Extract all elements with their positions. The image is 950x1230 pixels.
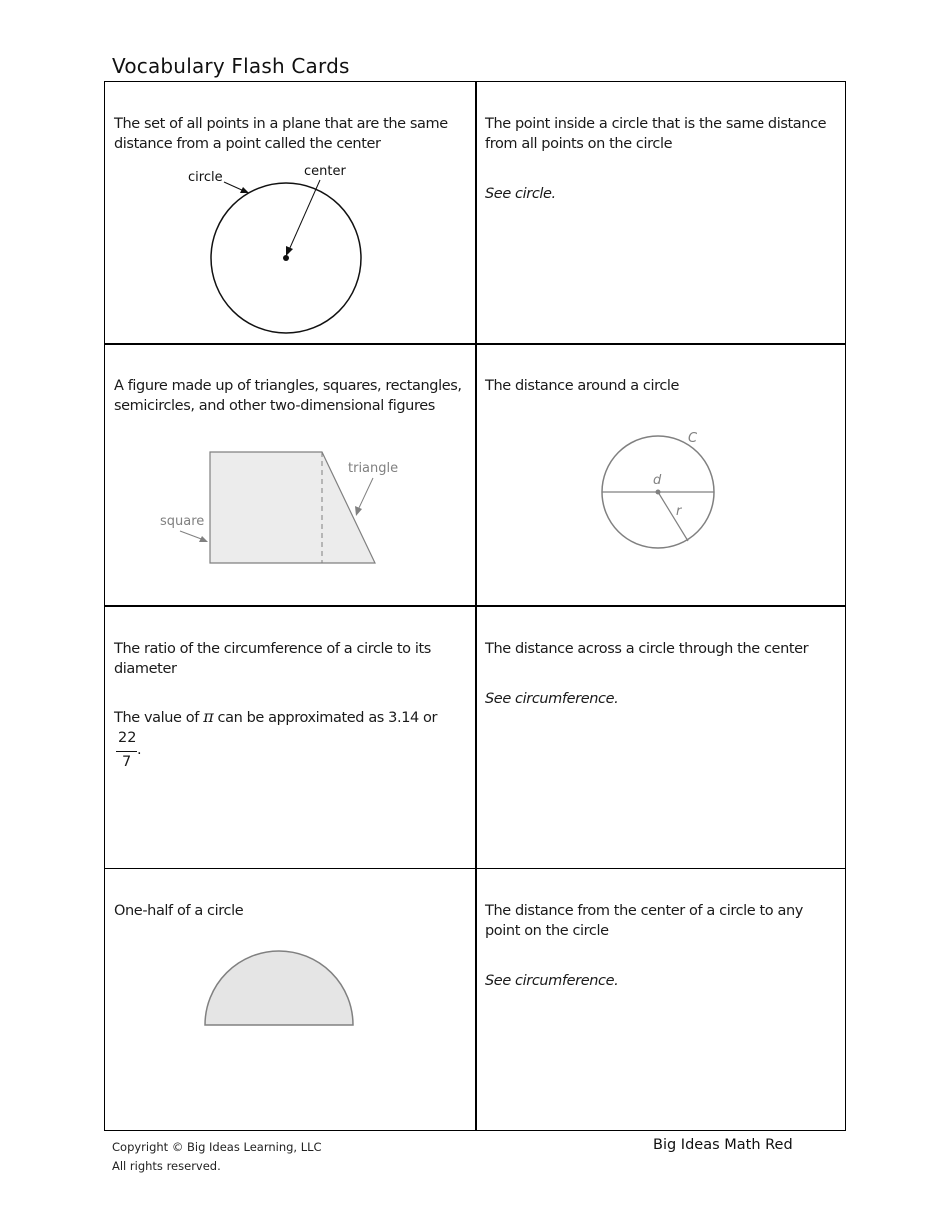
circumference-center-point <box>656 490 661 495</box>
card-semicircle <box>114 901 464 921</box>
triangle-arrow-line <box>358 478 373 510</box>
radius-label: r <box>676 504 682 519</box>
card-diameter <box>485 639 835 724</box>
circle-diagram <box>180 160 380 340</box>
card-definition: The distance around a circle <box>485 378 680 394</box>
pi-symbol: π <box>203 707 214 726</box>
radius-line <box>658 492 688 541</box>
triangle-arrowhead <box>355 506 362 516</box>
card-center <box>485 114 835 219</box>
semicircle-shape <box>205 951 353 1025</box>
semicircle-diagram <box>200 945 360 1030</box>
card-pi-approximation <box>114 707 464 728</box>
grid-divider-row-1 <box>104 343 846 345</box>
card-see-reference: See circumference. <box>485 973 619 989</box>
diameter-label: d <box>653 473 662 488</box>
center-label: center <box>304 164 346 179</box>
card-pi <box>114 639 464 743</box>
fraction-bar <box>116 751 137 752</box>
fraction-denominator: 7 <box>122 754 132 770</box>
card-circumference <box>485 376 835 396</box>
card-composite-figure <box>114 376 470 416</box>
card-definition: The set of all points in a plane that are the same distance from a point called the center <box>114 116 448 152</box>
fraction-period: . <box>137 742 142 758</box>
card-definition: The point inside a circle that is the same distance from all points on the circle <box>485 116 827 152</box>
footer-rights: All rights reserved. <box>112 1159 221 1173</box>
grid-divider-row-3 <box>104 868 846 869</box>
footer-brand: Big Ideas Math Red <box>653 1137 793 1153</box>
footer-copyright: Copyright © Big Ideas Learning, LLC <box>112 1140 322 1154</box>
center-arrowhead <box>286 246 293 256</box>
circumference-label: C <box>688 431 698 446</box>
pi-text-prefix: The value of <box>114 710 204 726</box>
card-radius <box>485 901 835 1006</box>
fraction-numerator: 22 <box>118 730 137 746</box>
card-see-reference: See circumference. <box>485 691 619 707</box>
page-title: Vocabulary Flash Cards <box>112 54 350 78</box>
card-definition: The distance from the center of a circle to any point on the circle <box>485 903 803 939</box>
card-definition: The ratio of the circumference of a circle to its diameter <box>114 641 431 677</box>
card-definition: One-half of a circle <box>114 903 244 919</box>
card-definition: The distance across a circle through the center <box>485 641 809 657</box>
card-see-reference: See circle. <box>485 186 556 202</box>
triangle-label: triangle <box>348 461 399 476</box>
circle-arrow-line <box>224 182 244 191</box>
square-arrow-line <box>180 531 204 540</box>
card-definition: A figure made up of triangles, squares, rectangles, semicircles, and other two-dimensional figures <box>114 378 462 414</box>
circle-label: circle <box>188 170 223 185</box>
center-arrow-line <box>289 180 320 250</box>
circumference-diagram <box>590 425 730 560</box>
card-circle <box>114 114 464 154</box>
composite-figure-diagram <box>150 440 420 580</box>
pi-text-suffix: can be approximated as 3.14 or <box>213 710 438 726</box>
grid-divider-row-2 <box>104 605 846 607</box>
square-label: square <box>160 514 205 529</box>
